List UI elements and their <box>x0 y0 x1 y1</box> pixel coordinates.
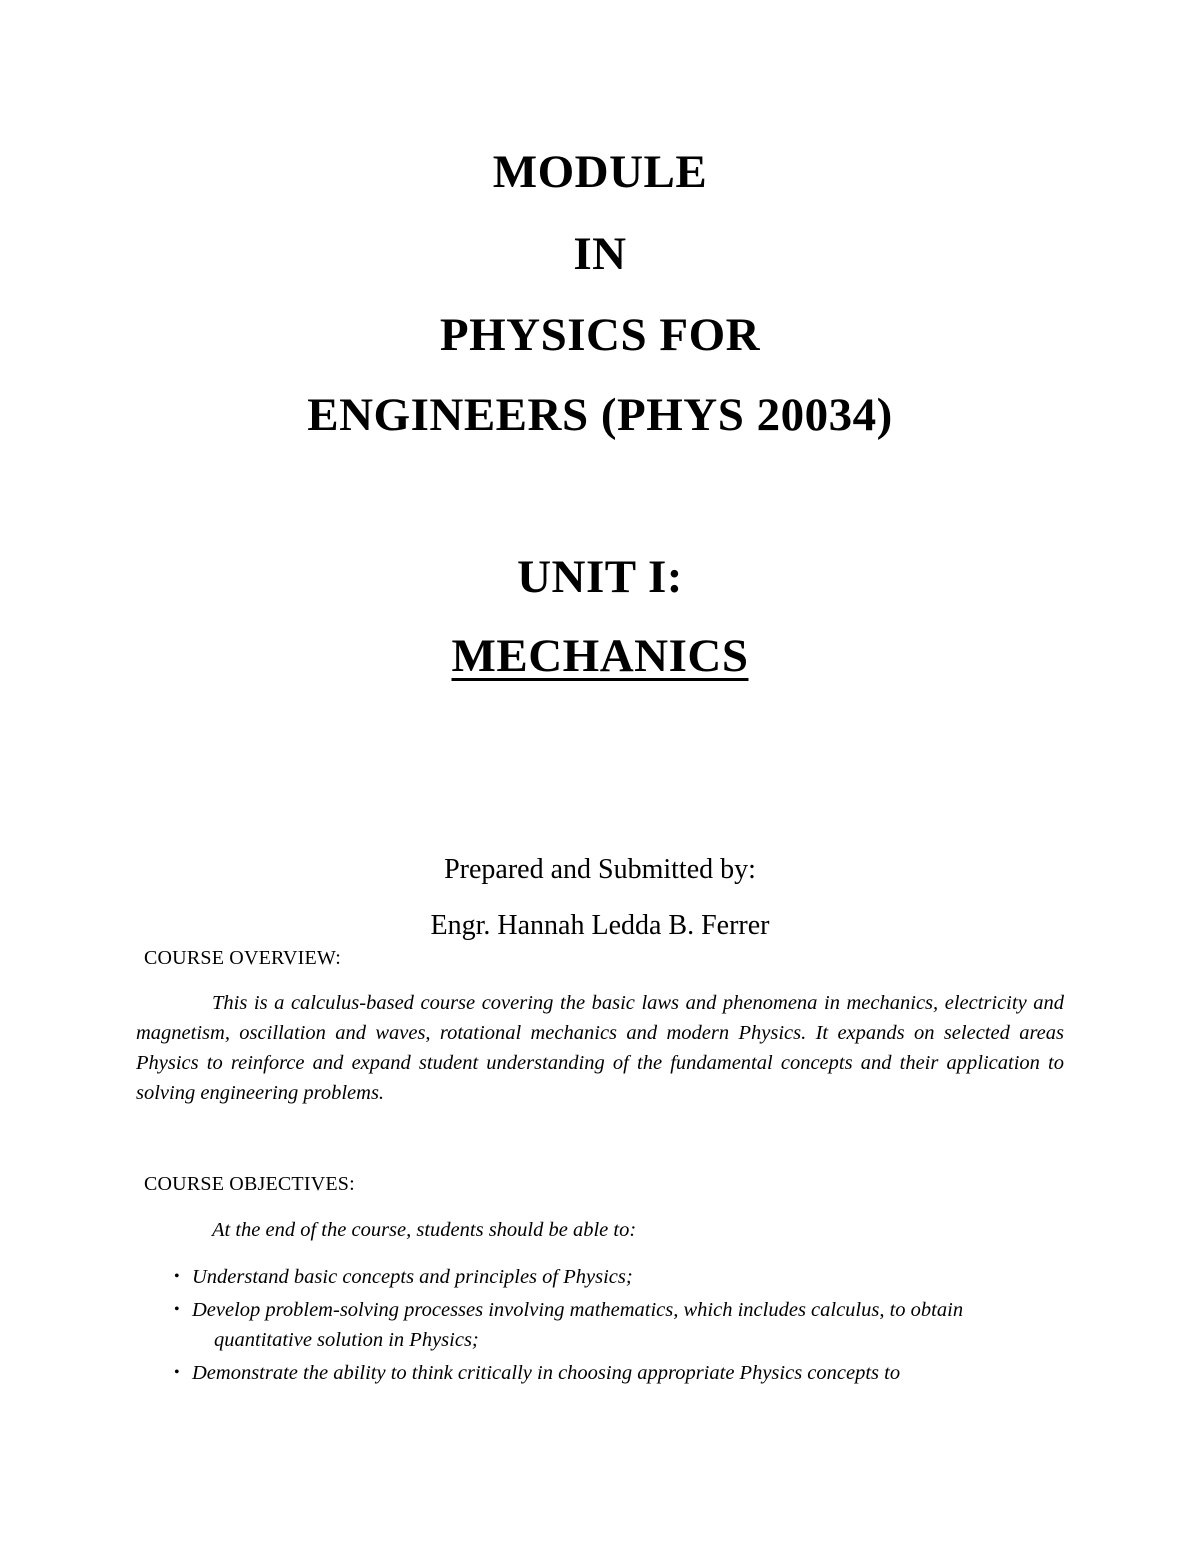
title-line-3: PHYSICS FOR <box>439 309 761 361</box>
unit-name <box>0 630 1200 682</box>
title-line-4: ENGINEERS (PHYS 20034) <box>307 389 893 441</box>
unit-name-text: MECHANICS <box>451 630 749 682</box>
bullet-icon: • <box>174 1301 180 1318</box>
list-item <box>174 1358 1054 1388</box>
course-objectives-heading: COURSE OBJECTIVES: <box>144 1173 355 1195</box>
objective-text: Demonstrate the ability to think critically in choosing appropriate Physics concepts to <box>192 1362 901 1384</box>
course-overview-text: This is a calculus-based course covering the basic laws and phenomena in mechanics, electricity and magnetism, oscillation and waves, rotational mechanics and modern Physics. It expands on selected areas Physics to reinforce and expand student understanding of the fundamental concepts and their application to solving engineering problems. <box>136 992 1064 1104</box>
unit-label: UNIT I: <box>517 551 683 603</box>
list-item <box>174 1262 1054 1292</box>
objectives-list <box>174 1262 1054 1391</box>
objective-text: Develop problem-solving processes involving mathematics, which includes calculus, to obtain quantitative solution in Physics; <box>192 1299 964 1351</box>
bullet-icon: • <box>174 1268 180 1285</box>
objective-text: Understand basic concepts and principles of Physics; <box>192 1266 633 1288</box>
course-objectives-lead: At the end of the course, students should be able to: <box>212 1219 637 1241</box>
prepared-by-label: Prepared and Submitted by: <box>444 854 756 885</box>
course-overview-heading: COURSE OVERVIEW: <box>144 947 341 969</box>
title-line-1: MODULE <box>492 146 708 198</box>
bullet-icon: • <box>174 1364 180 1381</box>
author-name: Engr. Hannah Ledda B. Ferrer <box>430 910 770 941</box>
title-line-2: IN <box>573 228 627 280</box>
list-item <box>174 1295 1054 1355</box>
